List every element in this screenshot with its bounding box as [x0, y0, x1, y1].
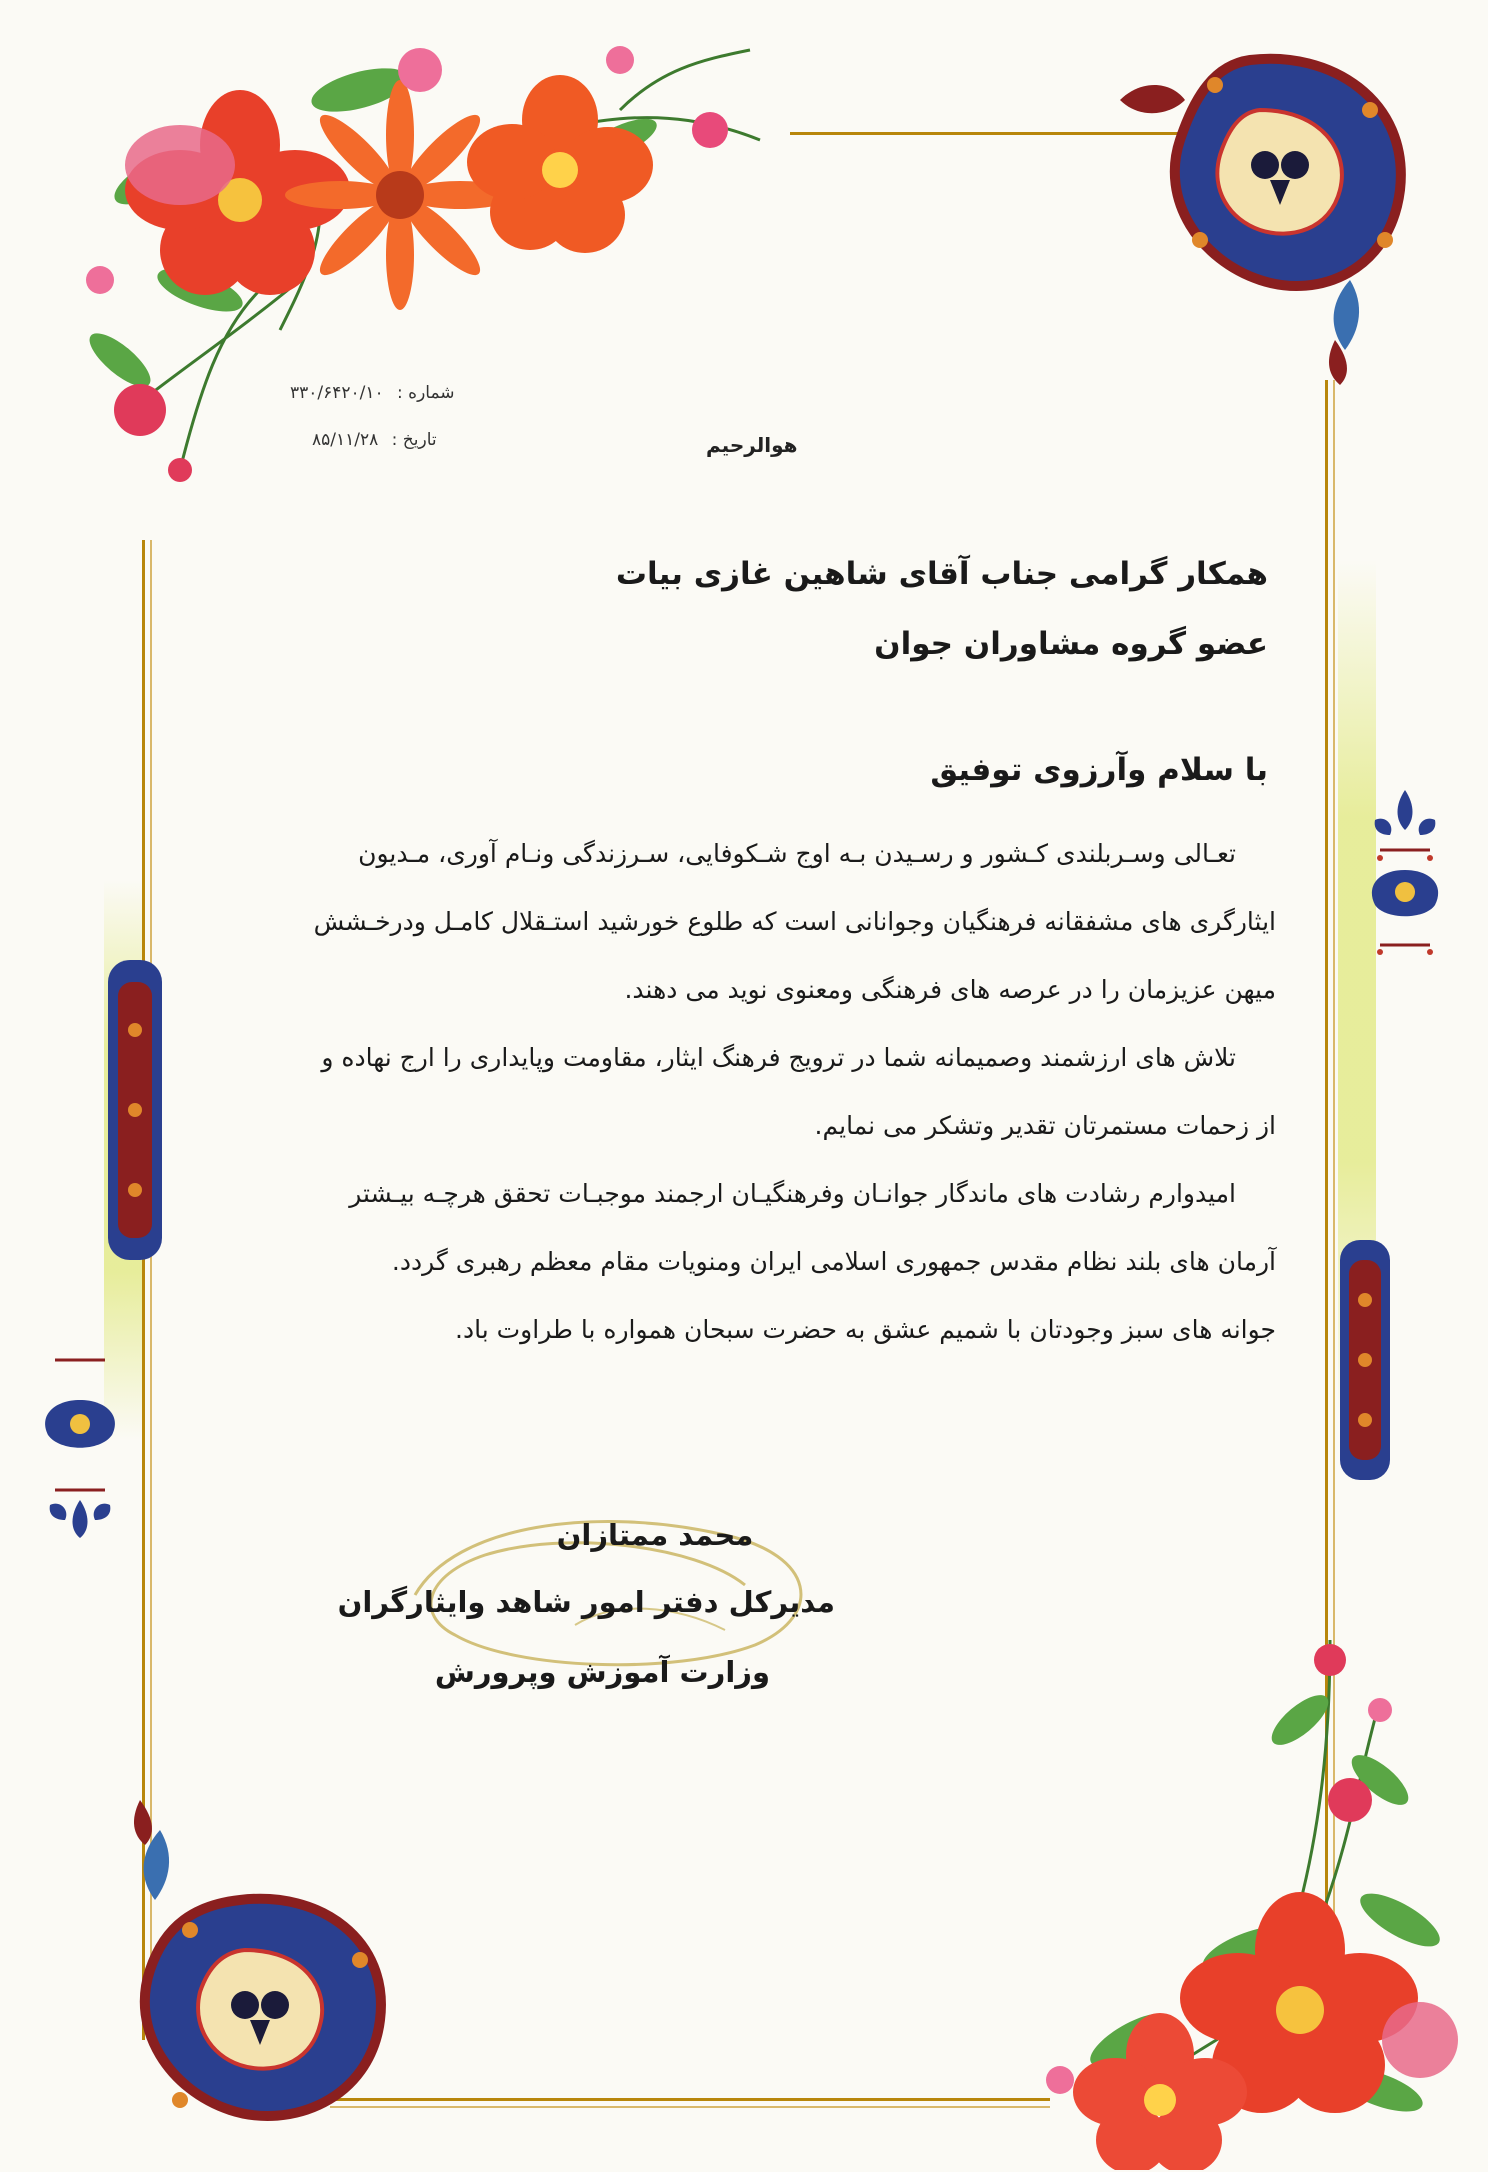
letter-date: [312, 430, 437, 450]
invocation: هوالرحیم: [706, 433, 798, 457]
signatory-ministry: وزارت آموزش وپرورش: [434, 1655, 770, 1689]
frame-bottom-line: [330, 2098, 1050, 2101]
signatory-name: محمد ممتازان: [556, 1518, 754, 1552]
body-line: تلاش های ارزشمند وصمیمانه شما در ترویج فرهنگ ایثار، مقاومت وپایداری را ارج نهاده و: [321, 1043, 1236, 1072]
letter-number: [290, 383, 455, 403]
body-line: از زحمات مستمرتان تقدیر وتشکر می نمایم.: [814, 1111, 1276, 1140]
islamic-ornament-left-panel: [100, 960, 170, 1260]
letter-date-label: تاریخ :: [391, 430, 437, 450]
signatory-title: مدیرکل دفتر امور شاهد وایثارگران: [337, 1585, 835, 1619]
greeting: با سلام وآرزوی توفیق: [930, 752, 1268, 788]
recipient-line-2: عضو گروه مشاوران جوان: [874, 626, 1268, 662]
arabesque-ornament-left: [30, 1340, 130, 1540]
body-line: میهن عزیزمان را در عرصه های فرهنگی ومعنوی نوید می دهند.: [624, 975, 1276, 1004]
letter-number-value: ۳۳۰/۶۴۲۰/۱۰: [290, 383, 384, 403]
body-line: تعـالی وسـربلندی کـشور و رسـیدن بـه اوج شـکوفایی، سـرزندگی ونـام آوری، مـدیون: [358, 839, 1236, 868]
body-line: امیدوارم رشادت های ماندگار جوانـان وفرهنگیـان ارجمند موجبـات تحقق هرچـه بیـشتر: [349, 1179, 1236, 1208]
arabesque-ornament-right: [1355, 780, 1455, 970]
letter-body: [300, 820, 1276, 1364]
islamic-ornament-top-right: [1100, 40, 1430, 390]
islamic-ornament-bottom-left: [80, 1800, 410, 2150]
letter-number-label: شماره :: [397, 383, 455, 403]
body-line: ایثارگری های مشفقانه فرهنگیان وجوانانی است که طلوع خورشید استـقلال کامـل ودرخـشش: [313, 907, 1276, 936]
floral-bouquet-bottom-right: [1000, 1620, 1460, 2170]
frame-bottom-inner-line: [330, 2106, 1050, 2108]
islamic-ornament-right-panel: [1335, 1240, 1395, 1480]
body-line: آرمان های بلند نظام مقدس جمهوری اسلامی ایران ومنویات مقام معظم رهبری گردد.: [391, 1247, 1276, 1276]
recipient-line-1: همکار گرامی جناب آقای شاهین غازی بیات: [615, 556, 1268, 592]
body-line: جوانه های سبز وجودتان با شمیم عشق به حضرت سبحان همواره با طراوت باد.: [455, 1315, 1276, 1344]
letter-date-value: ۸۵/۱۱/۲۸: [312, 430, 379, 450]
